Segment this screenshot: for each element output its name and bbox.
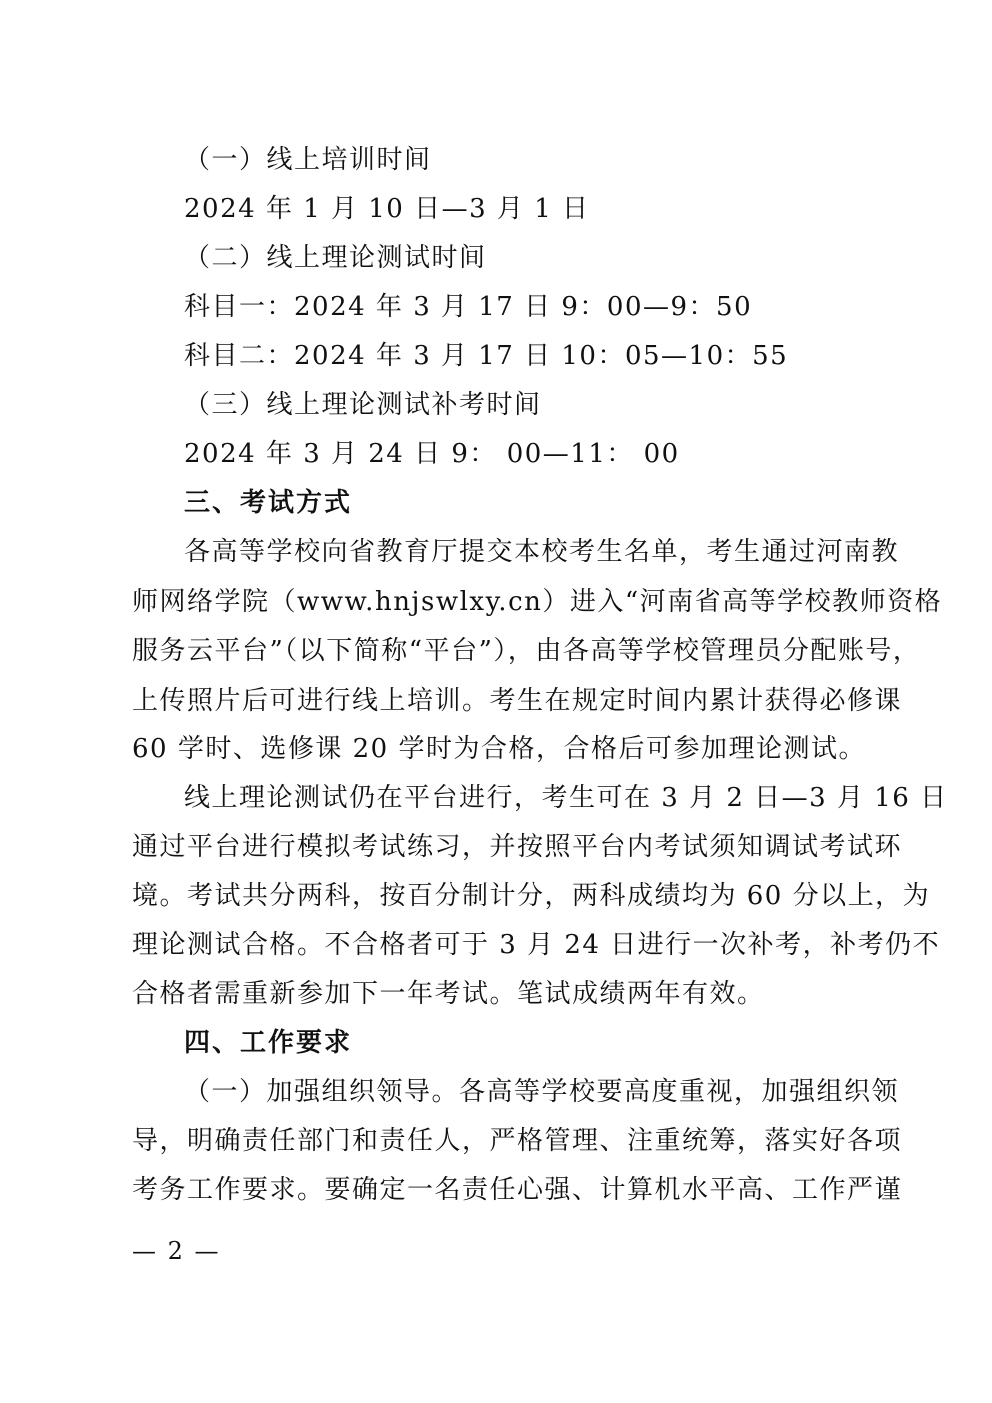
page-number: — 2 — <box>132 1237 221 1265</box>
subsection-online-test-time: （二）线上理论测试时间 <box>184 243 487 273</box>
section-heading-exam-method: 三、考试方式 <box>184 488 353 518</box>
paragraph-line: 通过平台进行模拟考试练习，并按照平台内考试须知调试考试环 <box>132 832 903 862</box>
paragraph-line: 导，明确责任部门和责任人，严格管理、注重统筹，落实好各项 <box>132 1126 903 1156</box>
paragraph-line: 合格者需重新参加下一年考试。笔试成绩两年有效。 <box>132 979 765 1009</box>
subject-one-time: 科目一：2024 年 3 月 17 日 9：00—9：50 <box>184 292 753 322</box>
makeup-test-date: 2024 年 3 月 24 日 9： 00—11： 00 <box>184 439 680 469</box>
section-heading-work-requirements: 四、工作要求 <box>184 1028 353 1058</box>
subsection-online-training-time: （一）线上培训时间 <box>184 145 432 175</box>
training-date-range: 2024 年 1 月 10 日—3 月 1 日 <box>184 194 590 224</box>
paragraph-line: 理论测试合格。不合格者可于 3 月 24 日进行一次补考，补考仍不 <box>132 930 941 960</box>
paragraph-line: 线上理论测试仍在平台进行，考生可在 3 月 2 日—3 月 16 日 <box>184 783 948 813</box>
paragraph-line: 境。考试共分两科，按百分制计分，两科成绩均为 60 分以上，为 <box>132 881 931 911</box>
subject-two-time: 科目二：2024 年 3 月 17 日 10：05—10：55 <box>184 341 789 371</box>
paragraph-line: 师网络学院（www.hnjswlxy.cn）进入“河南省高等学校教师资格 <box>132 587 943 617</box>
paragraph-line: 各高等学校向省教育厅提交本校考生名单，考生通过河南教 <box>184 537 900 567</box>
paragraph-line: （一）加强组织领导。各高等学校要高度重视，加强组织领 <box>184 1077 900 1107</box>
paragraph-line: 服务云平台”（以下简称“平台”），由各高等学校管理员分配账号， <box>132 636 921 666</box>
paragraph-line: 60 学时、选修课 20 学时为合格，合格后可参加理论测试。 <box>132 734 866 764</box>
paragraph-line: 考务工作要求。要确定一名责任心强、计算机水平高、工作严谨 <box>132 1175 903 1205</box>
paragraph-line: 上传照片后可进行线上培训。考生在规定时间内累计获得必修课 <box>132 686 903 716</box>
subsection-makeup-test-time: （三）线上理论测试补考时间 <box>184 390 542 420</box>
